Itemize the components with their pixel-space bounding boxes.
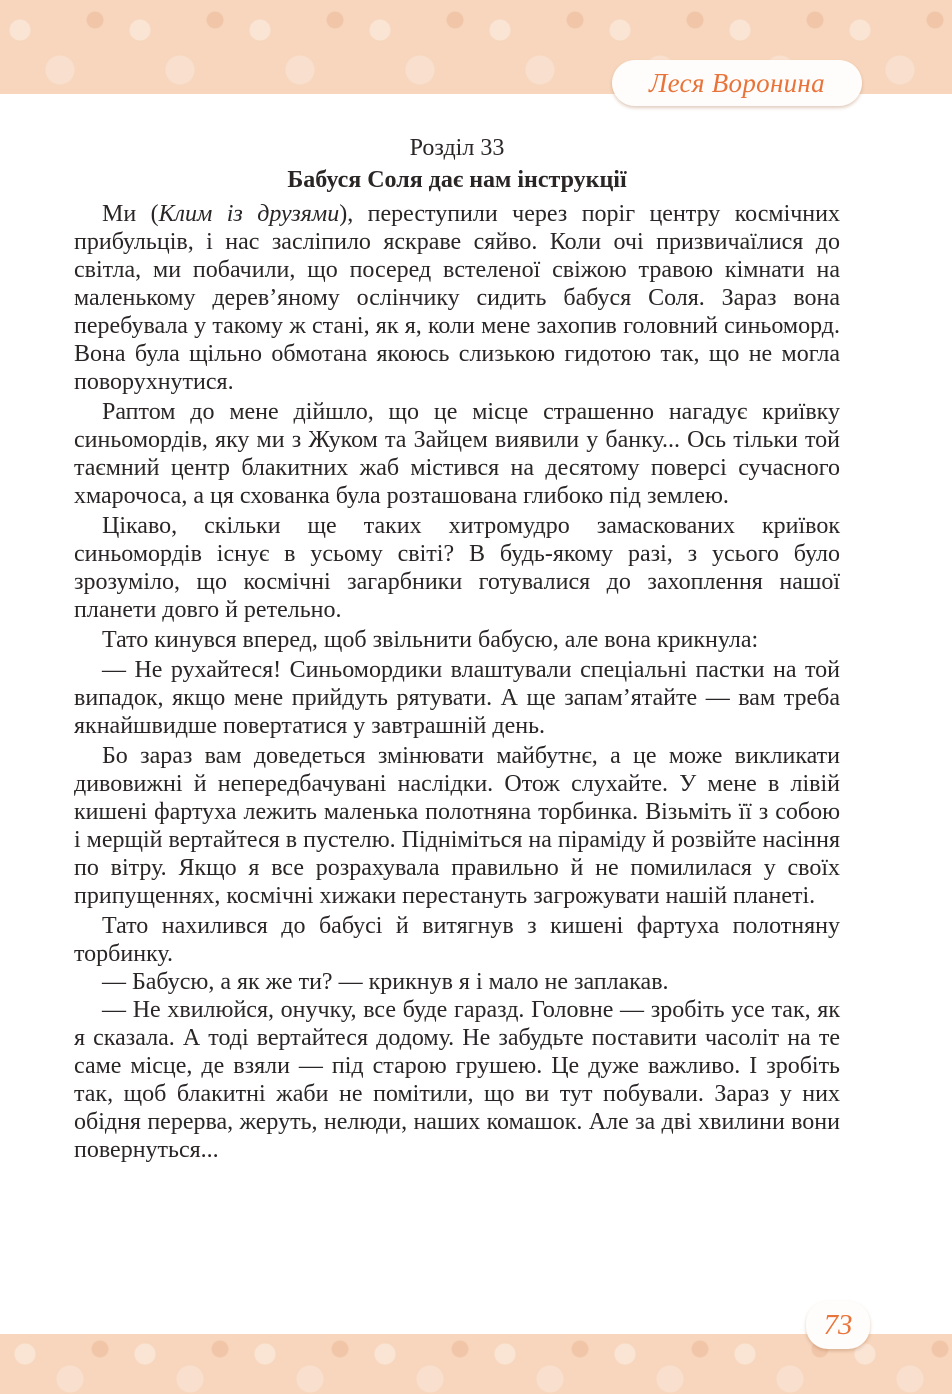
author-name: Леся Воронина [649, 67, 825, 98]
chapter-number: Розділ 33 [409, 135, 505, 161]
paragraph-9: — Не хвилюйся, онучку, все буде гаразд. Головне — зробіть усе так, як я сказала. А тоді вертайтеся додому. Не забудьте поставити часолiт на те саме місце, де взяли — під старою грушею. Це дуже важливо. І зробіть так, щоб блакитні жаби не помітили, що ви тут побували. Зараз у них обідня перерва, жеруть, нелюди, наших комашок. Але за дві хвилини вони повернуться... [74, 997, 840, 1163]
italic-aside: Клим із друзями [158, 201, 340, 227]
paragraph-6: Бо зараз вам доведеться змінювати майбутнє, а це може викликати дивовижні й непередбачувані наслідки. Отож слухайте. У мене в лівій кишені фартуха лежить маленька полотняна торбинка. Візьміть її з собою і мерщій вертайтеся в пустелю. Підніміться на піраміду й розвійте насіння по вітру. Якщо я все розрахувала правильно й не помилилася у своїх припущеннях, космічні хижаки перестануть загрожувати нашій планеті. [74, 743, 840, 909]
chapter-body [74, 200, 840, 1166]
paragraph-3: Цікаво, скільки ще таких хитромудро замаскованих криївок синьомордів існує в усьому світі? В будь-якому разі, з усього було зрозуміло, що космічні загарбники готувалися до захоплення нашої планети довго й ретельно. [74, 513, 840, 623]
paragraph-2: Раптом до мене дійшло, що це місце страшенно нагадує криївку синьомордів, яку ми з Жуком та Зайцем виявили у банку... Ось тільки той таємний центр блакитних жаб містився на десятому поверсі сучасного хмарочоса, а ця схованка була розташована глибоко під землею. [74, 399, 840, 509]
chapter-title: Бабуся Соля дає нам інструкції [287, 167, 627, 193]
author-badge [612, 60, 862, 106]
paragraph-7: Тато нахилився до бабусі й витягнув з кишені фартуха полотняну торбинку. [74, 913, 840, 967]
page-number: 73 [823, 1308, 853, 1341]
paragraph-4: Тато кинувся вперед, щоб звільнити бабусю, але вона крикнула: [102, 627, 759, 653]
paragraph-5: — Не рухайтеся! Синьомордики влаштували спеціальні пастки на той випадок, якщо мене прийдуть рятувати. А ще запам’ятайте — вам треба якнайшвидше повертатися у завтрашній день. [74, 657, 840, 739]
paragraph-1: Ми (Клим із друзями), переступили через поріг центру космічних прибульців, і нас засліпило яскраве сяйво. Коли очі призвичаїлися до світла, ми побачили, що посеред вcтеленої свіжою травою кімнати на маленькому дерев’яному ослінчику сидить бабуся Соля. Зараз вона перебувала у такому ж стані, як я, коли мене захопив головний синьоморд. Вона була щільно обмотана якоюсь слизькою гидотою так, що не могла поворухнутися. [74, 201, 840, 395]
bottom-decorative-band [0, 1334, 952, 1394]
chapter-header [74, 132, 840, 196]
page-number-badge [806, 1301, 870, 1349]
paragraph-8: — Бабусю, а як же ти? — крикнув я і мало не заплакав. [102, 969, 669, 995]
